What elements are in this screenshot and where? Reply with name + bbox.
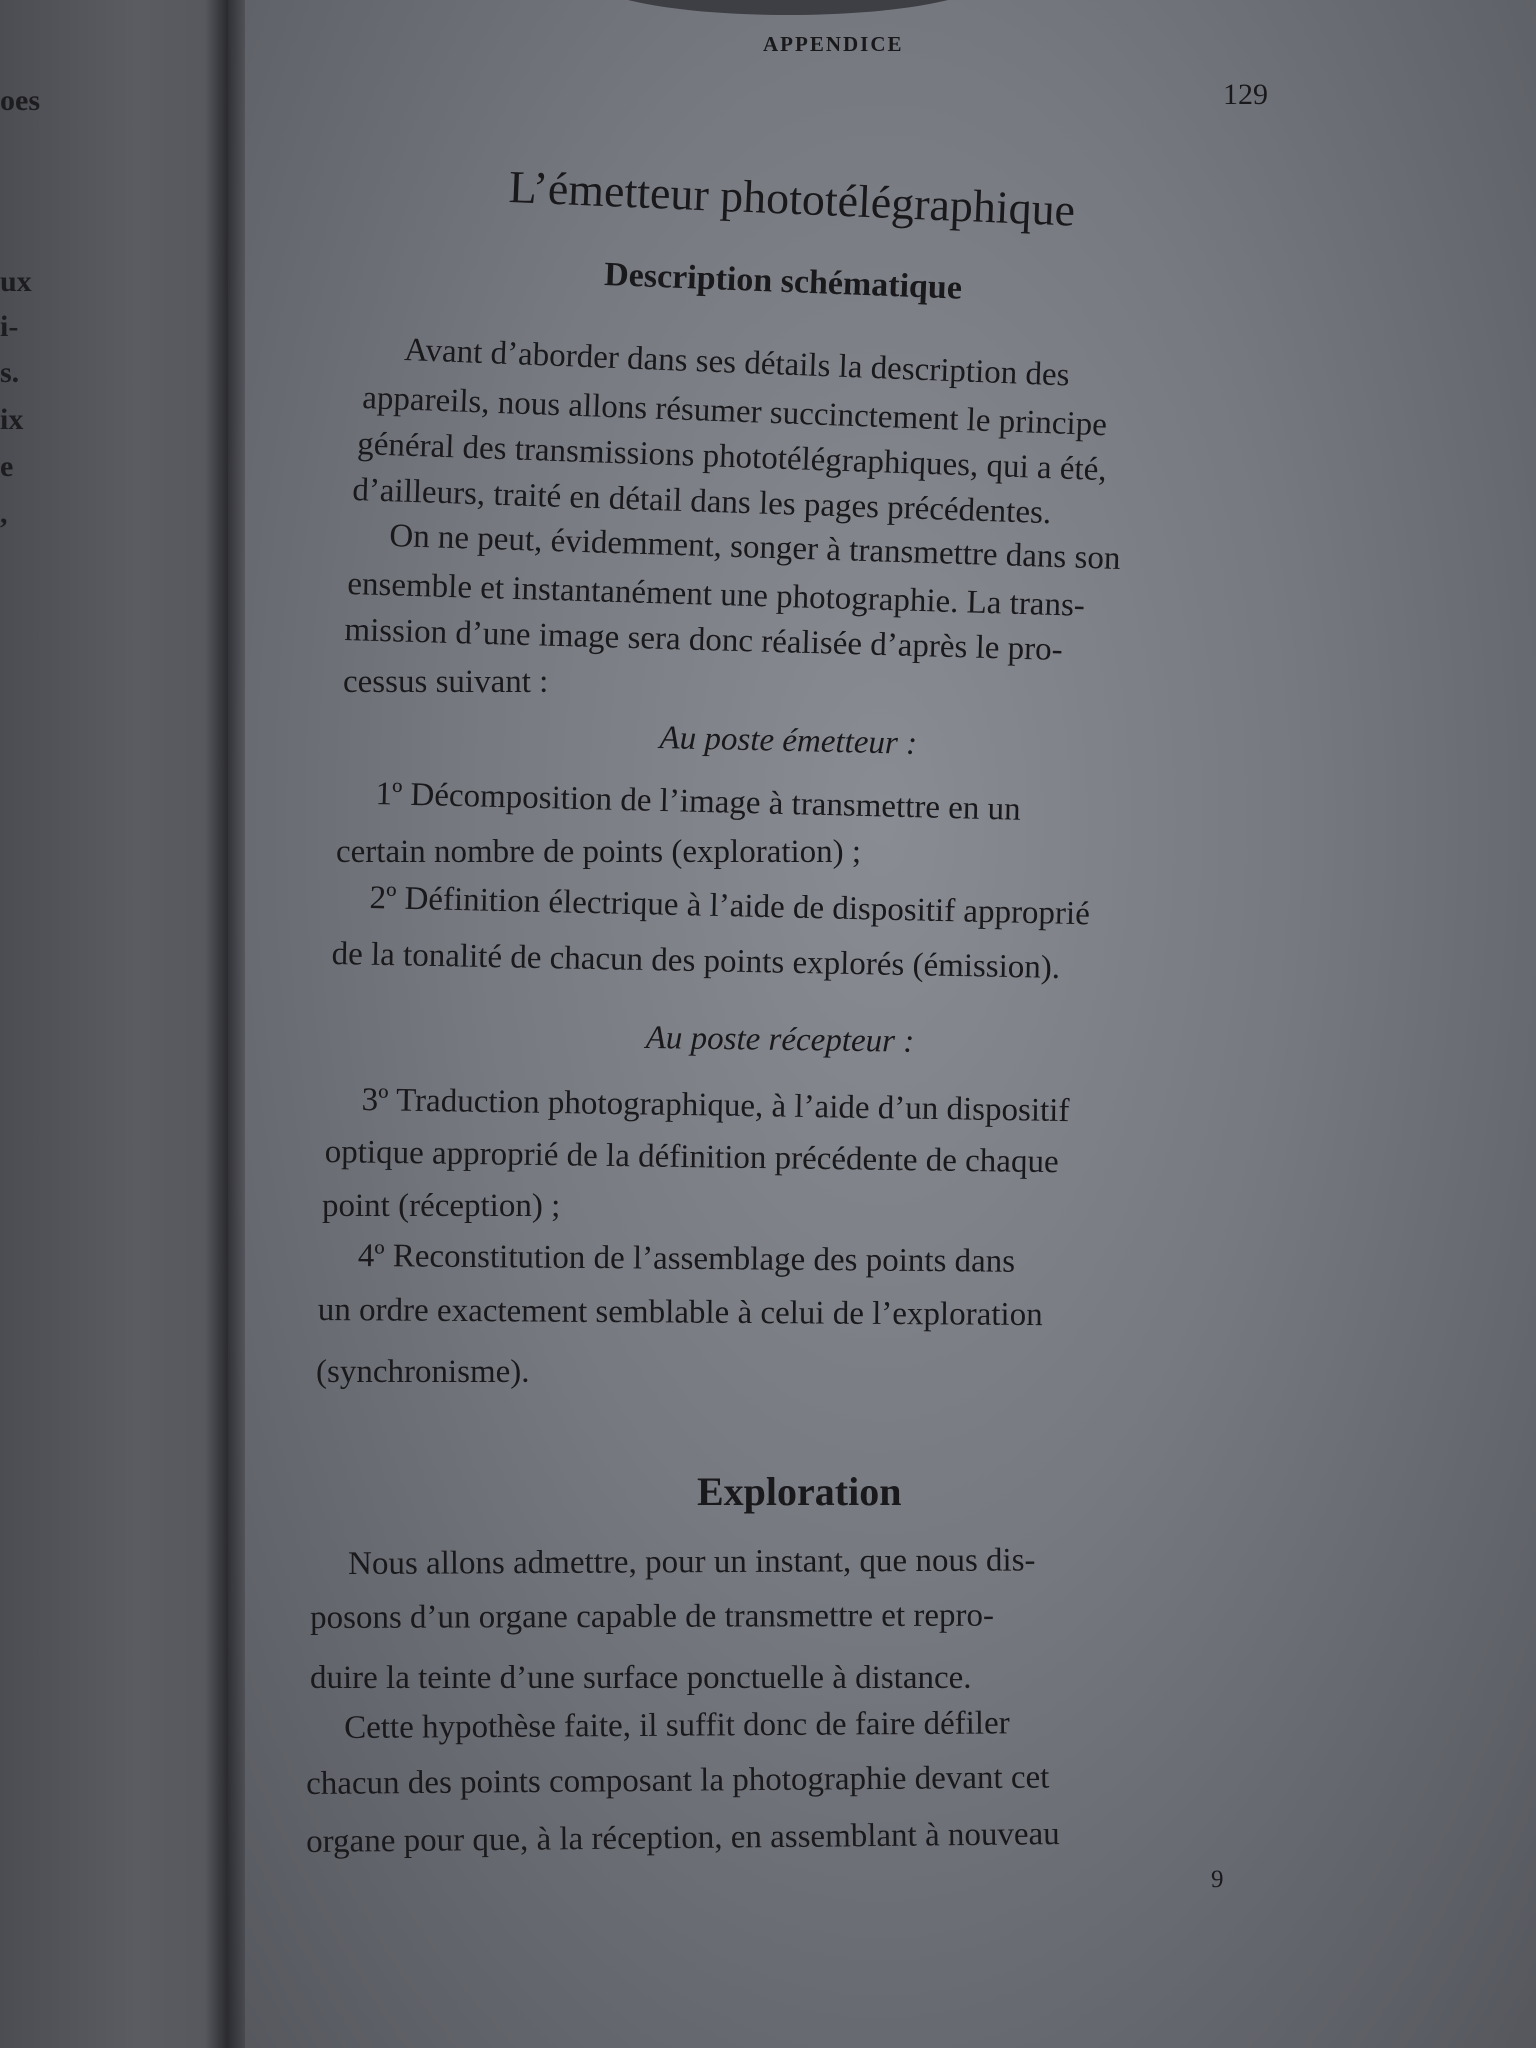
left-page-fragment: , xyxy=(0,497,8,530)
body-line: 4º Reconstitution de l’assemblage des points dans xyxy=(357,1238,1016,1280)
left-page-fragment: s. xyxy=(0,356,20,389)
lamp-shadow xyxy=(588,0,988,15)
body-line: On ne peut, évidemment, songer à transmettre dans son xyxy=(388,518,1121,577)
section-title-exploration: Exploration xyxy=(697,1469,902,1514)
left-page-fragment: oes xyxy=(0,84,40,117)
body-line: d’ailleurs, traité en détail dans les pages précédentes. xyxy=(351,472,1052,532)
book-gutter xyxy=(205,0,245,2048)
running-head: APPENDICE xyxy=(763,32,904,56)
body-line: général des transmissions phototélégraphiques, qui a été, xyxy=(356,426,1108,489)
subheading-receiver: Au poste récepteur : xyxy=(645,1020,915,1060)
section-subtitle: Description schématique xyxy=(603,256,963,307)
body-line: 2º Définition électrique à l’aide de dispositif approprié xyxy=(369,880,1091,933)
body-line: optique approprié de la définition précédente de chaque xyxy=(324,1134,1059,1181)
body-line: (synchronisme). xyxy=(316,1354,530,1390)
body-line: point (réception) ; xyxy=(322,1188,561,1224)
page-title: L’émetteur phototélégraphique xyxy=(507,160,1077,236)
body-line: posons d’un organe capable de transmettre et repro- xyxy=(310,1597,995,1636)
body-line: certain nombre de points (exploration) ; xyxy=(336,834,862,870)
subheading-emitter: Au poste émetteur : xyxy=(659,720,918,762)
left-page-fragment: ix xyxy=(0,403,24,436)
body-line: mission d’une image sera donc réalisée d’après le pro- xyxy=(343,612,1064,669)
body-line: Avant d’aborder dans ses détails la description des xyxy=(403,332,1071,394)
body-line: un ordre exactement semblable à celui de l’exploration xyxy=(317,1292,1043,1334)
body-line: ensemble et instantanément une photographie. La trans- xyxy=(346,566,1086,624)
left-facing-page xyxy=(0,0,230,2048)
left-page-fragment: e xyxy=(0,450,14,483)
body-line: organe pour que, à la réception, en assemblant à nouveau xyxy=(306,1816,1060,1860)
body-line: 1º Décomposition de l’image à transmettre en un xyxy=(375,776,1022,828)
body-line: appareils, nous allons résumer succinctement le principe xyxy=(361,380,1108,444)
page-number: 129 xyxy=(1223,78,1268,111)
body-line: duire la teinte d’une surface ponctuelle à distance. xyxy=(310,1660,972,1696)
body-line: 3º Traduction photographique, à l’aide d’un dispositif xyxy=(361,1082,1070,1130)
body-line: Cette hypothèse faite, il suffit donc de faire défiler xyxy=(344,1705,1010,1746)
body-line: Nous allons admettre, pour un instant, que nous dis- xyxy=(348,1542,1036,1582)
left-page-fragment: i- xyxy=(0,310,19,343)
body-line: de la tonalité de chacun des points explorés (émission). xyxy=(331,936,1061,986)
signature-mark: 9 xyxy=(1211,1866,1224,1893)
left-page-fragment: ux xyxy=(0,265,32,298)
body-line: cessus suivant : xyxy=(343,664,549,700)
body-line: chacun des points composant la photographie devant cet xyxy=(306,1759,1050,1802)
